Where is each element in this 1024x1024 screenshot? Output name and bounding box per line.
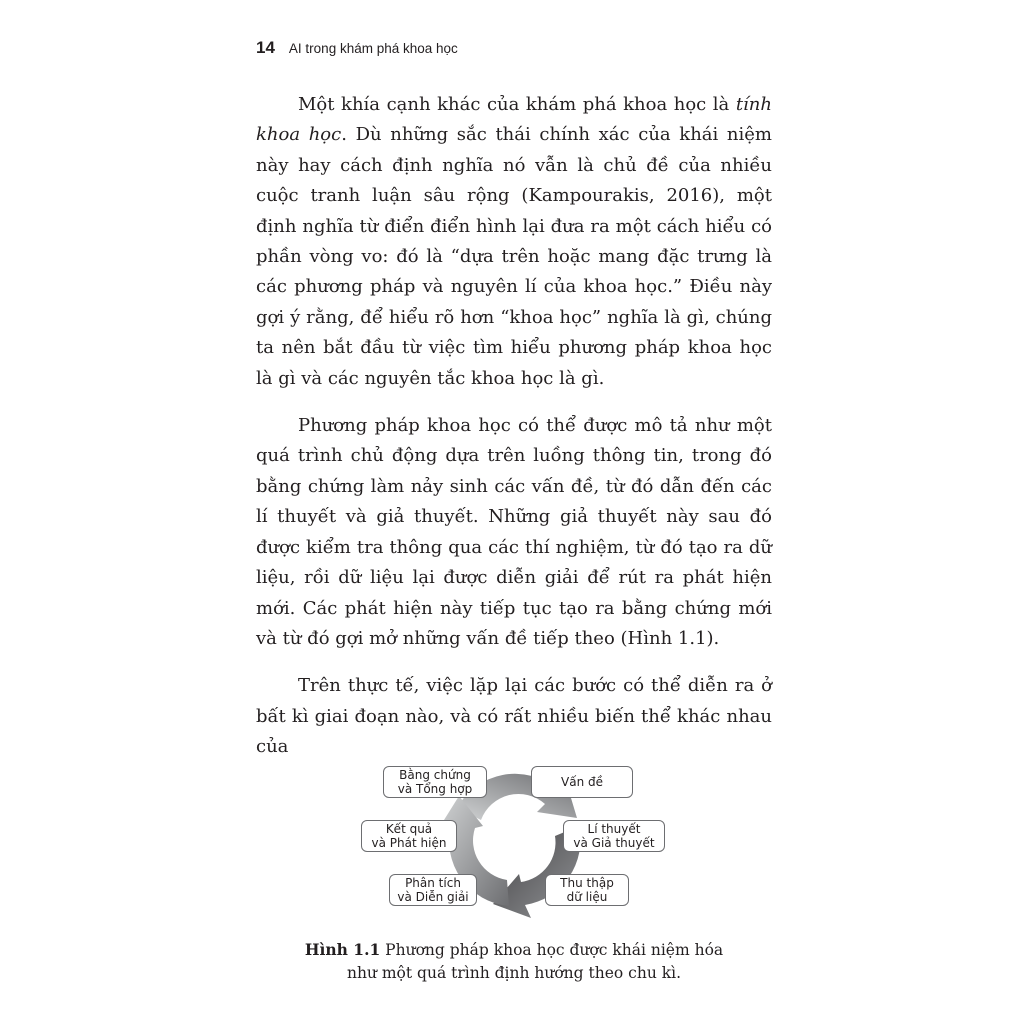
running-title: AI trong khám phá khoa học [288, 41, 458, 56]
body-text [256, 90, 772, 780]
figure-caption [256, 938, 772, 985]
node-data-line1: Thu thập [560, 876, 614, 890]
paragraph-1-rest: . Dù những sắc thái chính xác của khái niệm này hay cách định nghĩa nó vẫn là chủ đề của nhiều cuộc tranh luận sâu rộng (Kampourakis, 2016), một định nghĩa từ điển điển hình lại đưa ra một cách hiểu có phần vòng vo: đó là “dựa trên hoặc mang đặc trưng là các phương pháp và nguyên lí của khoa học.” Điều này gợi ý rằng, để hiểu rõ hơn “khoa học” nghĩa là gì, chúng ta nên bắt đầu từ việc tìm hiểu phương pháp khoa học là gì và các nguyên tắc khoa học là gì. [256, 124, 772, 389]
node-findings-line1: Kết quả [385, 822, 433, 836]
caption-line-2: như một quá trình định hướng theo chu kì. [346, 964, 681, 982]
running-header [256, 38, 458, 62]
node-findings [361, 820, 457, 852]
node-theory [563, 820, 665, 852]
caption-label: Hình 1.1 [304, 940, 381, 959]
node-theory-line1: Lí thuyết [587, 822, 641, 836]
node-evidence-line1: Bằng chứng [399, 768, 471, 782]
node-problem [531, 766, 633, 798]
caption-text: Phương pháp khoa học được khái niệm hóa [380, 941, 724, 959]
cycle-figure [355, 758, 675, 918]
node-data-line2: dữ liệu [566, 890, 608, 904]
node-findings-line2: và Phát hiện [371, 836, 447, 850]
caption-line-1 [256, 938, 772, 962]
node-data [545, 874, 629, 906]
node-analysis-line1: Phân tích [405, 876, 461, 890]
paragraph-2: Phương pháp khoa học có thể được mô tả như một quá trình chủ động dựa trên luồng thông tin, trong đó bằng chứng làm nảy sinh các vấn đề, từ đó dẫn đến các lí thuyết và giả thuyết. Những giả thuyết này sau đó được kiểm tra thông qua các thí nghiệm, từ đó tạo ra dữ liệu, rồi dữ liệu lại được diễn giải để rút ra phát hiện mới. Các phát hiện này tiếp tục tạo ra bằng chứng mới và từ đó gợi mở những vấn đề tiếp theo (Hình 1.1). [256, 415, 772, 649]
paragraph-3: Trên thực tế, việc lặp lại các bước có thể diễn ra ở bất kì giai đoạn nào, và có rất nhiều biến thể khác nhau của [256, 675, 772, 758]
node-analysis [389, 874, 477, 906]
node-evidence-line2: và Tổng hợp [397, 782, 473, 796]
italic-term: tính khoa học [256, 94, 772, 146]
paragraph-1 [256, 90, 772, 394]
node-analysis-line2: và Diễn giải [397, 890, 469, 904]
page-number: 14 [256, 38, 275, 57]
node-theory-line2: và Giả thuyết [573, 836, 655, 850]
node-evidence [383, 766, 487, 798]
node-problem-line1: Vấn đề [561, 775, 603, 789]
paragraph-1-start: Một khía cạnh khác của khám phá khoa học là [298, 94, 736, 115]
